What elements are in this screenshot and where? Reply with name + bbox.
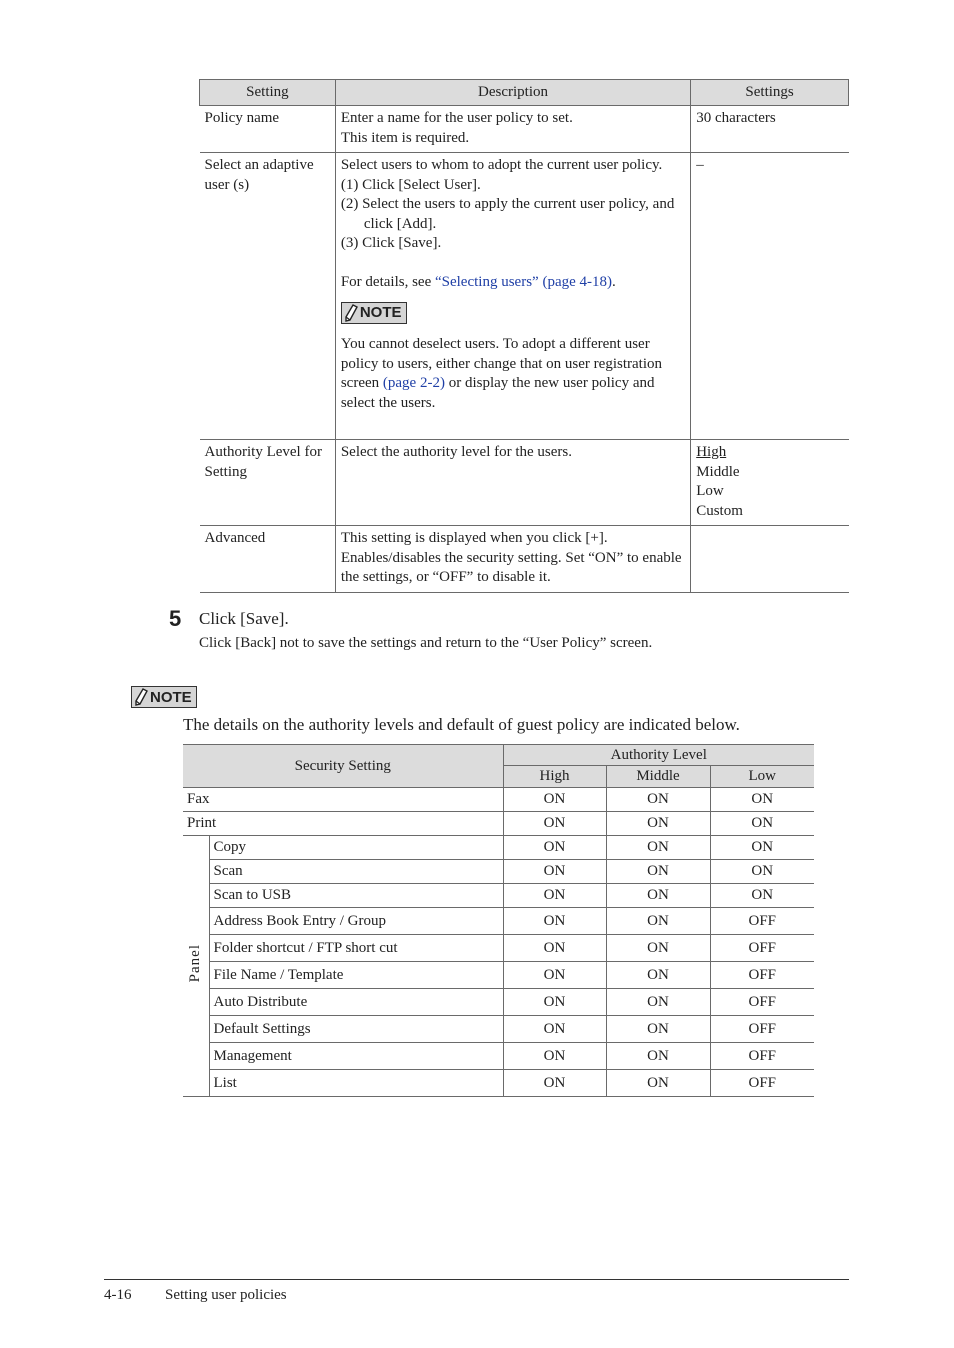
authority-value: OFF [710, 1016, 814, 1043]
authority-value: ON [503, 1070, 606, 1097]
note-badge [131, 686, 197, 708]
authority-value: ON [503, 908, 606, 935]
header-setting: Setting [200, 80, 336, 106]
option-default: High [696, 444, 727, 460]
authority-header-row [183, 745, 814, 766]
note-label: NOTE [359, 303, 402, 321]
header-level-middle: Middle [606, 766, 710, 788]
step-title: Click [Save]. [199, 609, 289, 628]
table-row [183, 908, 814, 935]
description-line: Enables/disables the security setting. Set “ON” to enable the settings, or “OFF” to disable it. [340, 549, 682, 585]
security-setting-name: Scan [209, 860, 503, 884]
step-description: Click [Back] not to save the settings and return to the “User Policy” screen. [199, 635, 653, 651]
description-line: Select users to whom to adopt the current user policy. [340, 157, 663, 173]
table-row [183, 1070, 814, 1097]
settings-cell: – [691, 153, 849, 440]
authority-value: ON [606, 788, 710, 812]
table-row [183, 788, 814, 812]
setting-cell: Policy name [200, 106, 336, 153]
option: Low [696, 483, 724, 499]
authority-value: ON [503, 884, 606, 908]
authority-value: ON [710, 836, 814, 860]
step-line: (3) Click [Save]. [340, 235, 442, 251]
table-row [183, 935, 814, 962]
note-badge-wrap [341, 302, 685, 329]
authority-value: OFF [710, 935, 814, 962]
authority-value: ON [606, 812, 710, 836]
settings-cell [691, 440, 849, 526]
setting-cell: Select an adaptive user (s) [200, 153, 336, 440]
settings-table [199, 79, 849, 593]
authority-value: ON [503, 935, 606, 962]
table-row [183, 989, 814, 1016]
authority-value: ON [710, 884, 814, 908]
table-row [200, 526, 849, 593]
authority-table-body [183, 788, 814, 1097]
panel-group-label [183, 836, 209, 1097]
selecting-users-link[interactable]: “Selecting users” (page 4-18) [434, 274, 612, 290]
authority-value: ON [503, 788, 606, 812]
option: Middle [696, 463, 740, 480]
security-setting-name: Default Settings [209, 1016, 503, 1043]
header-security-setting: Security Setting [183, 745, 503, 788]
security-setting-name: Print [183, 812, 503, 836]
page-number: 4-16 [104, 1287, 132, 1303]
authority-value: ON [710, 788, 814, 812]
security-setting-name: Address Book Entry / Group [209, 908, 503, 935]
authority-value: ON [606, 1043, 710, 1070]
authority-value: OFF [710, 989, 814, 1016]
authority-value: ON [503, 1043, 606, 1070]
note-label: NOTE [150, 688, 192, 706]
page-2-2-link[interactable]: (page 2-2) [382, 375, 445, 391]
authority-value: ON [710, 860, 814, 884]
table-row [183, 1043, 814, 1070]
security-setting-name: Auto Distribute [209, 989, 503, 1016]
panel-label: Panel [187, 944, 204, 983]
security-setting-name: Scan to USB [209, 884, 503, 908]
security-setting-name: File Name / Template [209, 962, 503, 989]
section-title: Setting user policies [165, 1287, 287, 1303]
details-prefix: For details, see [340, 274, 435, 290]
authority-value: OFF [710, 1043, 814, 1070]
authority-value: ON [606, 1016, 710, 1043]
table-row [200, 153, 849, 440]
footer-divider [104, 1279, 849, 1280]
setting-cell: Authority Level for Setting [200, 440, 336, 526]
authority-value: ON [503, 962, 606, 989]
authority-value: ON [606, 989, 710, 1016]
table-row [183, 860, 814, 884]
table-row [183, 836, 814, 860]
description-line: This item is required. [340, 129, 470, 146]
header-settings: Settings [691, 80, 849, 106]
security-setting-name: Management [209, 1043, 503, 1070]
authority-table [183, 744, 814, 1097]
header-description: Description [335, 80, 690, 106]
step-number: 5 [169, 606, 182, 631]
authority-value: ON [503, 860, 606, 884]
table-row [183, 812, 814, 836]
table-row [183, 962, 814, 989]
security-setting-name: List [209, 1070, 503, 1097]
settings-table-header [200, 80, 849, 106]
table-row [183, 1016, 814, 1043]
table-row [200, 440, 849, 526]
note-text-part: You cannot deselect users. To adopt a different user policy to users, either change that on user registration screen [340, 336, 662, 391]
authority-value: ON [503, 989, 606, 1016]
authority-value: ON [503, 812, 606, 836]
security-setting-name: Copy [209, 836, 503, 860]
security-setting-name: Fax [183, 788, 503, 812]
header-authority-level: Authority Level [503, 745, 814, 766]
authority-value: ON [606, 935, 710, 962]
details-suffix: . [612, 274, 616, 290]
settings-cell: 30 characters [691, 106, 849, 153]
step-line: (2) Select the users to apply the current user policy, and click [Add]. [340, 196, 675, 232]
authority-value: ON [710, 812, 814, 836]
option: Custom [696, 502, 743, 519]
note-badge-wrap [131, 686, 197, 711]
description-cell [335, 106, 690, 153]
pencil-icon [344, 304, 358, 322]
note-text [341, 335, 685, 413]
authority-value: ON [606, 860, 710, 884]
table-row [200, 106, 849, 153]
authority-value: OFF [710, 908, 814, 935]
note-text-part: or display the new user policy and select the users. [340, 375, 655, 411]
step-line: (1) Click [Select User]. [340, 176, 481, 193]
authority-value: ON [606, 1070, 710, 1097]
table-row [183, 884, 814, 908]
settings-cell [691, 526, 849, 593]
authority-value: ON [606, 836, 710, 860]
note-badge [341, 302, 407, 324]
authority-value: ON [503, 836, 606, 860]
authority-value: OFF [710, 1070, 814, 1097]
authority-value: ON [503, 1016, 606, 1043]
header-level-low: Low [710, 766, 814, 788]
authority-value: ON [606, 884, 710, 908]
authority-value: OFF [710, 962, 814, 989]
description-line: Enter a name for the user policy to set. [340, 110, 573, 126]
authority-value: ON [606, 962, 710, 989]
description-cell: Select the authority level for the users. [335, 440, 690, 526]
security-setting-name: Folder shortcut / FTP short cut [209, 935, 503, 962]
description-cell [335, 526, 690, 593]
header-level-high: High [503, 766, 606, 788]
note-text: The details on the authority levels and default of guest policy are indicated below. [183, 715, 740, 734]
pencil-icon [134, 688, 148, 706]
details-line [341, 273, 685, 293]
description-cell [335, 153, 690, 440]
authority-value: ON [606, 908, 710, 935]
description-line: This setting is displayed when you click [+]. [340, 530, 608, 546]
setting-cell: Advanced [200, 526, 336, 593]
